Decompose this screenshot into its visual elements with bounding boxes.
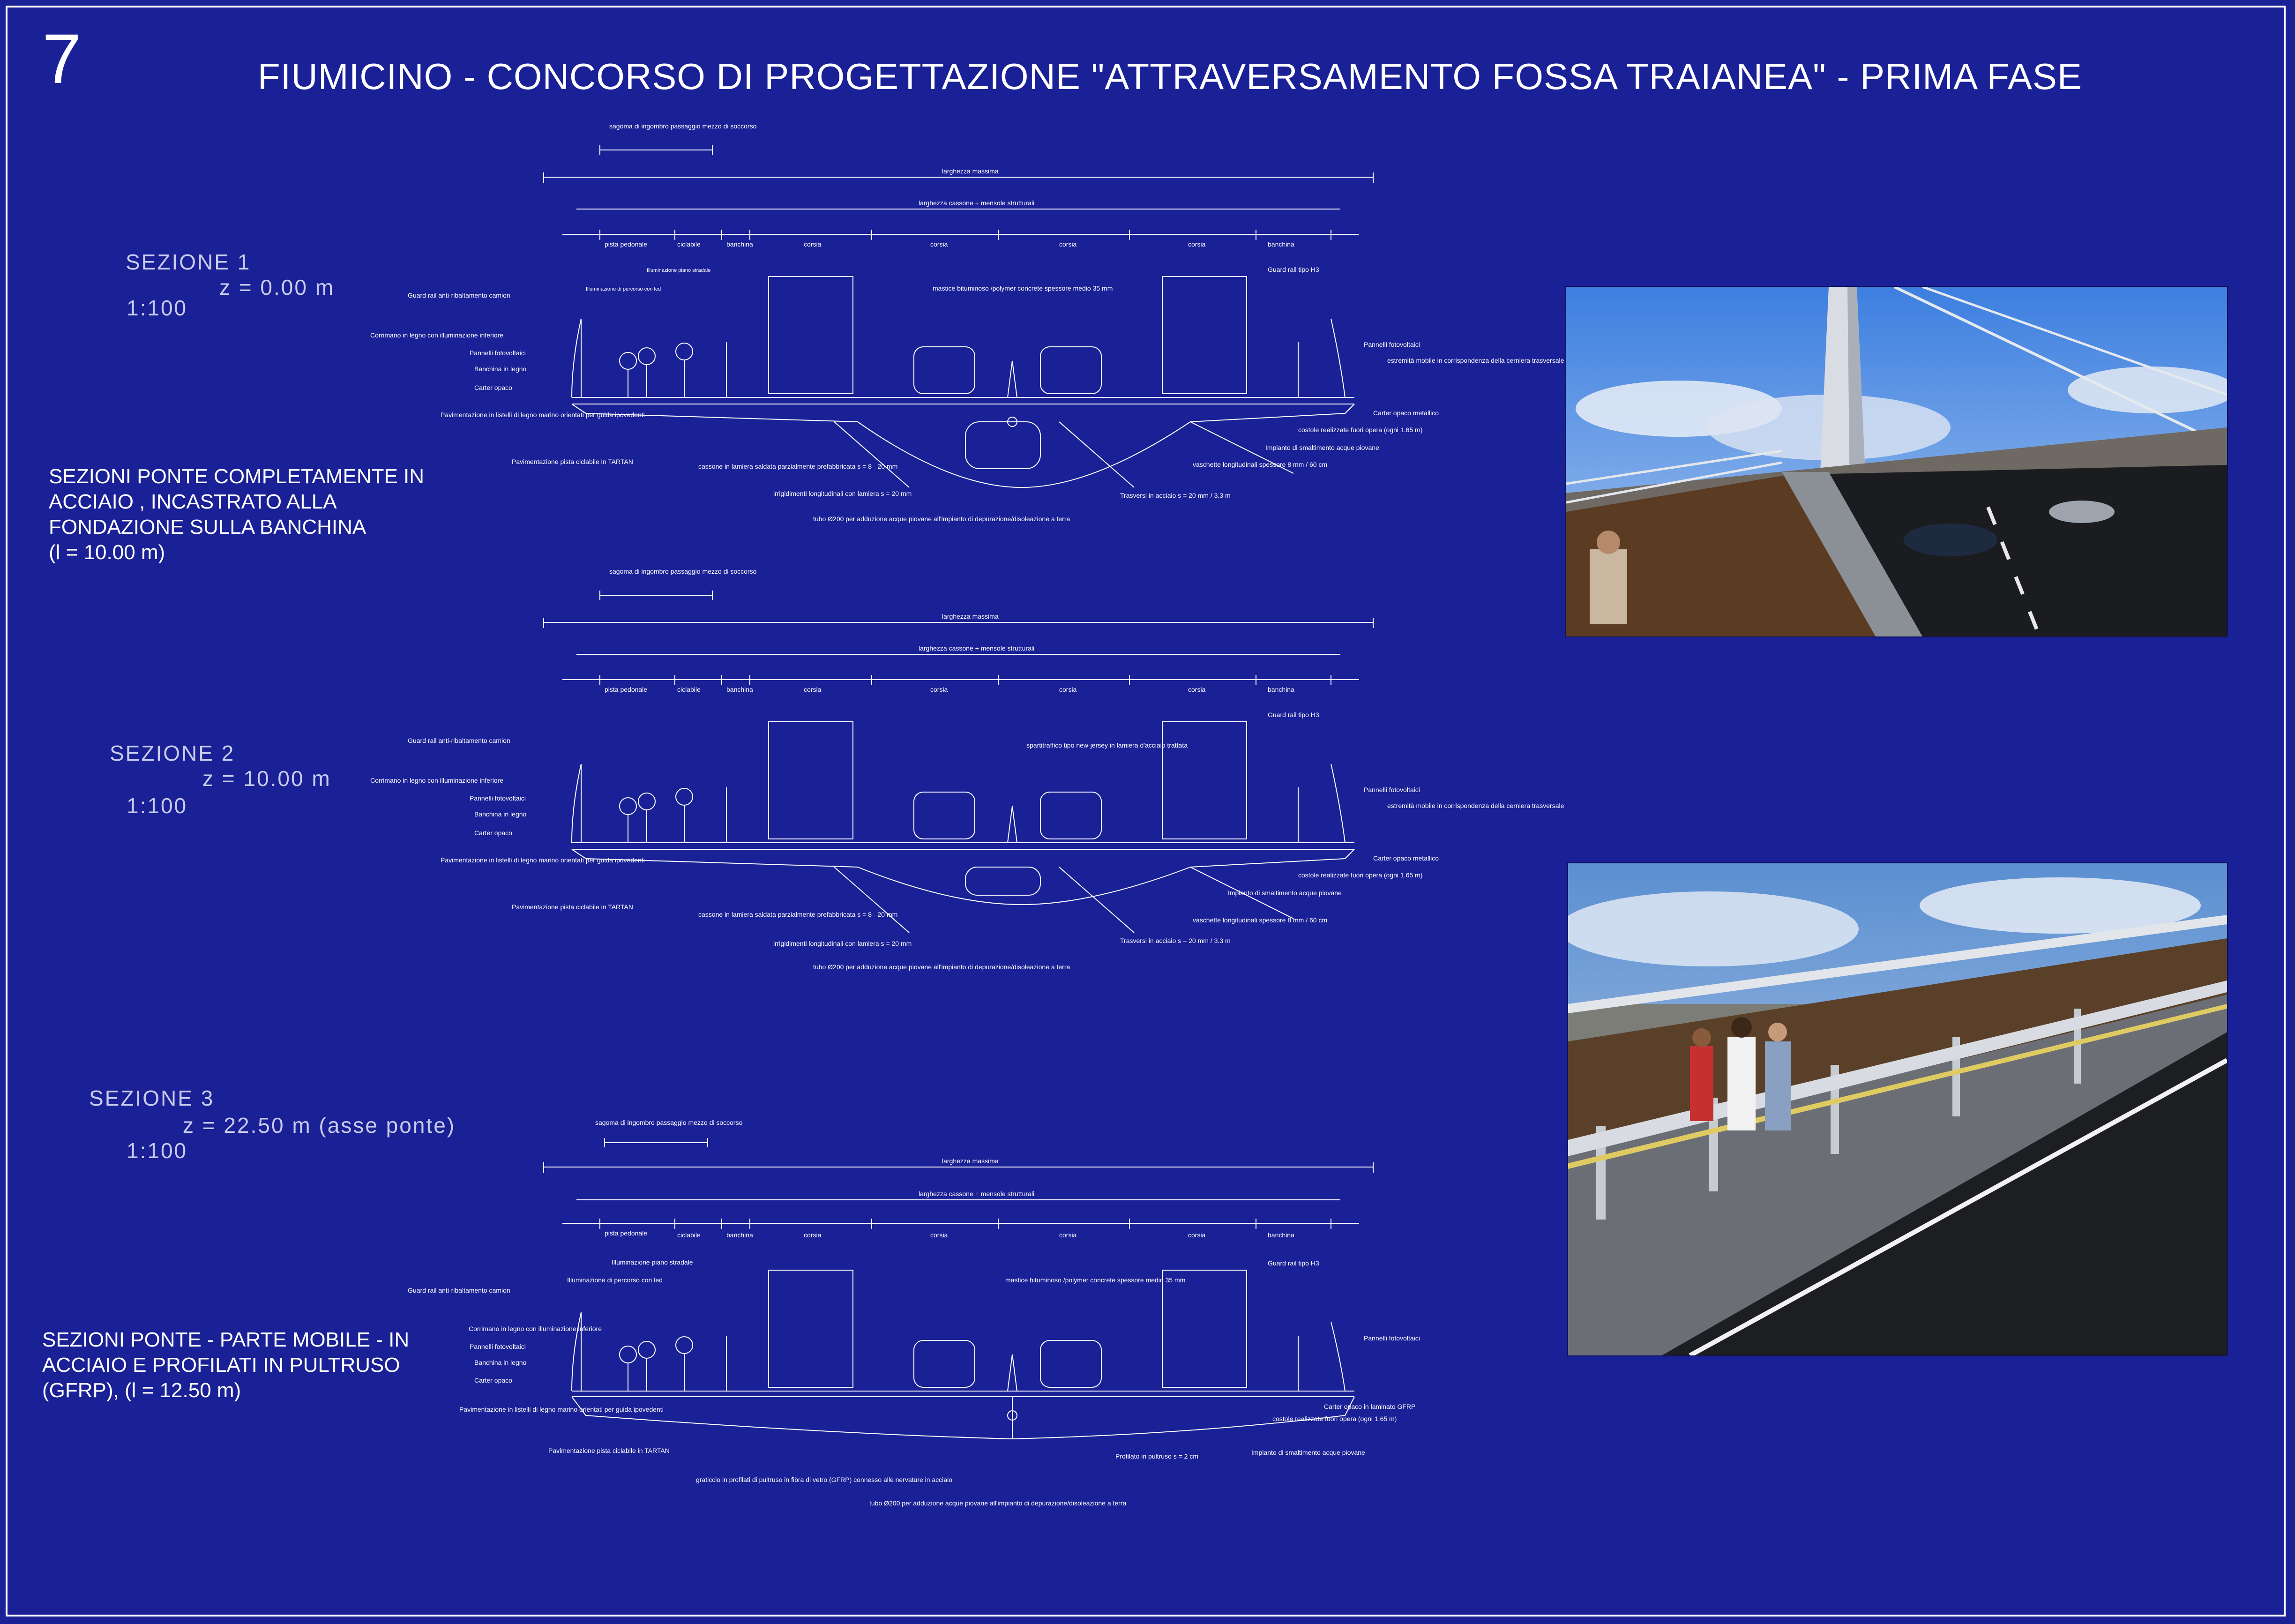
- section-1-left-note-1: Guard rail anti-ribaltamento camion: [408, 292, 510, 299]
- section-1-box-width-label: larghezza cassone + mensole strutturali: [919, 199, 1035, 207]
- section-2-left-note-4: Banchina in legno: [474, 810, 527, 818]
- section-2-left-note-3: Pannelli fotovoltaici: [470, 794, 526, 802]
- section-2-left-note-6: Pavimentazione in listelli di legno marino orientati per guida ipovedenti: [441, 856, 645, 864]
- section-2-inner-note-2: Guard rail tipo H3: [1268, 711, 1319, 718]
- section-1-lane-1: pista pedonale: [605, 240, 648, 248]
- section-1-right-note-7: Trasversi in acciaio s = 20 mm / 3.3 m: [1120, 492, 1231, 499]
- section-3-inner-note-4: Guard rail tipo H3: [1268, 1259, 1319, 1267]
- section-1-left-note-2: Corrimano in legno con illuminazione inferiore: [370, 331, 504, 339]
- section-1-inner-note-2: Illuminazione piano stradale: [647, 268, 711, 273]
- section-3-box-width-label: larghezza cassone + mensole strutturali: [919, 1190, 1035, 1197]
- section-1-left-note-4: Banchina in legno: [474, 365, 527, 373]
- section-2-name: SEZIONE 2: [110, 741, 235, 765]
- section-1-right-note-6: vaschette longitudinali spessore 8 mm / 60 cm: [1193, 461, 1328, 468]
- section-2-right-note-4: costole realizzate fuori opera (ogni 1.65 m): [1298, 871, 1423, 879]
- section-3-left-note-5: Carter opaco: [474, 1377, 512, 1384]
- section-3-left-note-7: Pavimentazione pista ciclabile in TARTAN: [548, 1447, 670, 1454]
- section-3-left-note-6: Pavimentazione in listelli di legno marino orientati per guida ipovedenti: [459, 1406, 664, 1413]
- section-2-lane-5: corsia: [930, 686, 948, 693]
- section-3-left-note-4: Banchina in legno: [474, 1359, 527, 1366]
- section-3-drawing: [366, 1115, 1565, 1537]
- section-2-bottom-note-1: cassone in lamiera saldata parzialmente prefabbricata s = 8 - 20 mm: [698, 911, 898, 918]
- section-2-right-note-2: estremità mobile in corrispondenza della cerniera trasversale: [1387, 802, 1564, 809]
- section-2-left-note-5: Carter opaco: [474, 829, 512, 837]
- section-2-inner-note-1: spartitraffico tipo new-jersey in lamiera d'acciaio trattata: [1026, 741, 1188, 749]
- section-3-right-note-5: Profilato in pultruso s = 2 cm: [1115, 1452, 1199, 1460]
- section-3-right-note-2: Carter opaco in laminato GFRP: [1324, 1403, 1416, 1410]
- section-2-max-width-label: larghezza massima: [942, 613, 999, 620]
- section-1-right-note-3: Carter opaco metallico: [1373, 409, 1439, 417]
- section-2-lane-7: corsia: [1188, 686, 1206, 693]
- section-3-right-note-3: costole realizzate fuori opera (ogni 1.65 m): [1272, 1415, 1397, 1422]
- section-3-lane-7: corsia: [1188, 1231, 1206, 1239]
- section-3-lane-4: corsia: [804, 1231, 822, 1239]
- section-1-lane-6: corsia: [1059, 240, 1077, 248]
- section-2-left-note-2: Corrimano in legno con illuminazione inferiore: [370, 777, 504, 784]
- section-3-lane-5: corsia: [930, 1231, 948, 1239]
- section-2-drawing: [366, 562, 1565, 984]
- section-2-lane-1: pista pedonale: [605, 686, 648, 693]
- section-1-lane-7: corsia: [1188, 240, 1206, 248]
- section-3-bottom-note-2: tubo Ø200 per adduzione acque piovane all'impianto di depurazione/disoleazione a terra: [869, 1499, 1127, 1507]
- section-3-max-width-label: larghezza massima: [942, 1157, 999, 1165]
- section-2-lane-2: ciclabile: [677, 686, 701, 693]
- section-2-scale: 1:100: [127, 793, 188, 818]
- section-2-right-note-7: Trasversi in acciaio s = 20 mm / 3.3 m: [1120, 937, 1231, 944]
- sheet-number: 7: [42, 19, 82, 98]
- section-2-sagoma-label: sagoma di ingombro passaggio mezzo di soccorso: [609, 568, 757, 575]
- section-1-right-note-2: estremità mobile in corrispondenza della cerniera trasversale: [1387, 357, 1564, 364]
- section-3-inner-note-3: mastice bituminoso /polymer concrete spessore medio 35 mm: [1005, 1276, 1186, 1284]
- section-3-inner-note-1: Illuminazione piano stradale: [612, 1258, 693, 1266]
- section-1-left-note-7: Pavimentazione pista ciclabile in TARTAN: [512, 458, 633, 465]
- section-1-bottom-note-1: cassone in lamiera saldata parzialmente prefabbricata s = 8 - 20 mm: [698, 463, 898, 470]
- section-3-name: SEZIONE 3: [89, 1086, 215, 1110]
- section-2-left-note-7: Pavimentazione pista ciclabile in TARTAN: [512, 903, 633, 911]
- render-bridge-deck: [1565, 286, 2228, 637]
- section-3-sagoma-label: sagoma di ingombro passaggio mezzo di soccorso: [595, 1119, 743, 1126]
- section-1-sagoma-label: sagoma di ingombro passaggio mezzo di soccorso: [609, 122, 757, 130]
- section-3-right-note-4: Impianto di smaltimento acque piovane: [1251, 1449, 1365, 1456]
- section-3-lane-8: banchina: [1268, 1231, 1294, 1239]
- section-1-bottom-note-2: irrigidimenti longitudinali con lamiera s = 20 mm: [773, 490, 912, 497]
- section-1-right-note-1: Pannelli fotovoltaici: [1364, 341, 1420, 348]
- section-3-bottom-note-1: graticcio in profilati di pultruso in fibra di vetro (GFRP) connesso alle nervature in acciaio: [696, 1476, 953, 1483]
- section-1-inner-note-4: Guard rail tipo H3: [1268, 266, 1319, 273]
- section-2-box-width-label: larghezza cassone + mensole strutturali: [919, 644, 1035, 652]
- section-3-left-note-2: Corrimano in legno con illuminazione inferiore: [469, 1325, 602, 1332]
- section-1-inner-note-3: mastice bituminoso /polymer concrete spessore medio 35 mm: [933, 284, 1113, 292]
- section-3-left-note-3: Pannelli fotovoltaici: [470, 1343, 526, 1350]
- sheet-title: FIUMICINO - CONCORSO DI PROGETTAZIONE "ATTRAVERSAMENTO FOSSA TRAIANEA" - PRIMA FASE: [258, 56, 2082, 97]
- section-1-right-note-5: Impianto di smaltimento acque piovane: [1265, 444, 1379, 451]
- section-3-lane-3: banchina: [726, 1231, 753, 1239]
- section-1-lane-8: banchina: [1268, 240, 1294, 248]
- section-2-right-note-6: vaschette longitudinali spessore 8 mm / 60 cm: [1193, 916, 1328, 924]
- section-2-lane-3: banchina: [726, 686, 753, 693]
- description-steel-bridge: SEZIONI PONTE COMPLETAMENTE IN ACCIAIO , INCASTRATO ALLA FONDAZIONE SULLA BANCHINA (l = 10.00 m): [49, 465, 425, 564]
- section-3-right-note-1: Pannelli fotovoltaici: [1364, 1334, 1420, 1342]
- section-1-bottom-note-3: tubo Ø200 per adduzione acque piovane all'impianto di depurazione/disoleazione a terra: [813, 515, 1070, 523]
- section-1-left-note-5: Carter opaco: [474, 384, 512, 391]
- section-3-lane-2: ciclabile: [677, 1231, 701, 1239]
- section-2-lane-4: corsia: [804, 686, 822, 693]
- section-1-lane-2: ciclabile: [677, 240, 701, 248]
- section-1-left-note-6: Pavimentazione in listelli di legno marino orientati per guida ipovedenti: [441, 411, 645, 419]
- section-1-left-note-3: Pannelli fotovoltaici: [470, 349, 526, 357]
- section-1-inner-note-1: Illuminazione di percorso con led: [586, 286, 661, 292]
- section-2-bottom-note-2: irrigidimenti longitudinali con lamiera s = 20 mm: [773, 940, 912, 947]
- section-2-lane-8: banchina: [1268, 686, 1294, 693]
- section-3-scale: 1:100: [127, 1138, 188, 1163]
- section-1-lane-3: banchina: [726, 240, 753, 248]
- section-2-right-note-5: Impianto di smaltimento acque piovane: [1228, 889, 1342, 897]
- section-3-lane-1: pista pedonale: [605, 1229, 648, 1237]
- section-1-scale: 1:100: [127, 296, 188, 320]
- section-3-inner-note-2: Illuminazione di percorso con led: [567, 1276, 663, 1284]
- section-2-bottom-note-3: tubo Ø200 per adduzione acque piovane all'impianto di depurazione/disoleazione a terra: [813, 963, 1070, 971]
- section-2-left-note-1: Guard rail anti-ribaltamento camion: [408, 737, 510, 744]
- section-1-max-width-label: larghezza massima: [942, 167, 999, 175]
- section-3-left-note-1: Guard rail anti-ribaltamento camion: [408, 1287, 510, 1294]
- section-3-lane-6: corsia: [1059, 1231, 1077, 1239]
- section-2-right-note-1: Pannelli fotovoltaici: [1364, 786, 1420, 793]
- section-1-z: z = 0.00 m: [219, 275, 335, 299]
- render-pedestrian-walkway: [1567, 862, 2228, 1356]
- section-2-z: z = 10.00 m: [202, 766, 331, 791]
- section-1-lane-5: corsia: [930, 240, 948, 248]
- description-mobile-part: SEZIONI PONTE - PARTE MOBILE - IN ACCIAIO E PROFILATI IN PULTRUSO (GFRP), (l = 12.50 m): [42, 1328, 410, 1402]
- section-1-lane-4: corsia: [804, 240, 822, 248]
- section-3-z: z = 22.50 m (asse ponte): [183, 1113, 456, 1138]
- section-2-lane-6: corsia: [1059, 686, 1077, 693]
- section-1-right-note-4: costole realizzate fuori opera (ogni 1.65 m): [1298, 426, 1423, 434]
- section-1-name: SEZIONE 1: [126, 250, 251, 274]
- section-2-right-note-3: Carter opaco metallico: [1373, 854, 1439, 862]
- section-1-drawing: [366, 117, 1565, 539]
